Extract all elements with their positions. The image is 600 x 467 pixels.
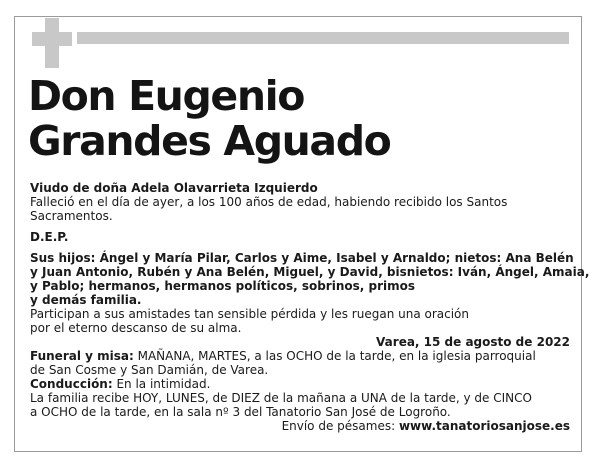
funeral-line1 <box>30 349 570 363</box>
family-line2: y Juan Antonio, Rubén y Ana Belén, Miguel, y David, bisnietos: Iván, Ángel, Amaia, <box>30 265 590 279</box>
family-line3: y Pablo; hermanos, hermanos políticos, sobrinos, primos <box>30 279 416 293</box>
conduccion-text: En la intimidad. <box>112 377 211 391</box>
visitation-line1: La familia recibe HOY, LUNES, de DIEZ de la mañana a UNA de la tarde, y de CINCO <box>30 391 532 405</box>
death-notice-line1: Falleció en el día de ayer, a los 100 años de edad, habiendo recibido los Santos <box>30 195 508 209</box>
condolences-line <box>30 419 570 433</box>
obituary-body <box>30 181 590 433</box>
deceased-name <box>28 74 390 164</box>
death-notice-line2: Sacramentos. <box>30 209 113 223</box>
cross-icon-arm <box>32 32 72 46</box>
place-date: Varea, 15 de agosto de 2022 <box>376 335 570 349</box>
funeral-line2: de San Cosme y San Damián, de Varea. <box>30 363 269 377</box>
funeral-text: MAÑANA, MARTES, a las OCHO de la tarde, en la iglesia parroquial <box>133 349 536 363</box>
conduccion-label: Conducción: <box>30 377 113 391</box>
request-line2: por el eterno descanso de su alma. <box>30 321 242 335</box>
header-rule <box>77 32 569 44</box>
condolences-website-link[interactable]: www.tanatoriosanjose.es <box>398 419 570 433</box>
family-line4: y demás familia. <box>30 293 142 307</box>
visitation-line2: a OCHO de la tarde, en la sala nº 3 del Tanatorio San José de Logroño. <box>30 405 451 419</box>
funeral-label: Funeral y misa: <box>30 349 134 363</box>
deceased-name-line1: Don Eugenio <box>28 72 305 120</box>
family-line1: Sus hijos: Ángel y María Pilar, Carlos y Aime, Isabel y Arnaldo; nietos: Ana Belén <box>30 251 574 265</box>
deceased-name-line2: Grandes Aguado <box>28 117 391 165</box>
conduccion-line <box>30 377 570 391</box>
condolences-label: Envío de pésames: <box>281 419 399 433</box>
request-line1: Participan a sus amistades tan sensible pérdida y les ruegan una oración <box>30 307 470 321</box>
dep-label: D.E.P. <box>30 230 69 244</box>
widow-subtitle: Viudo de doña Adela Olavarrieta Izquierdo <box>30 181 318 195</box>
